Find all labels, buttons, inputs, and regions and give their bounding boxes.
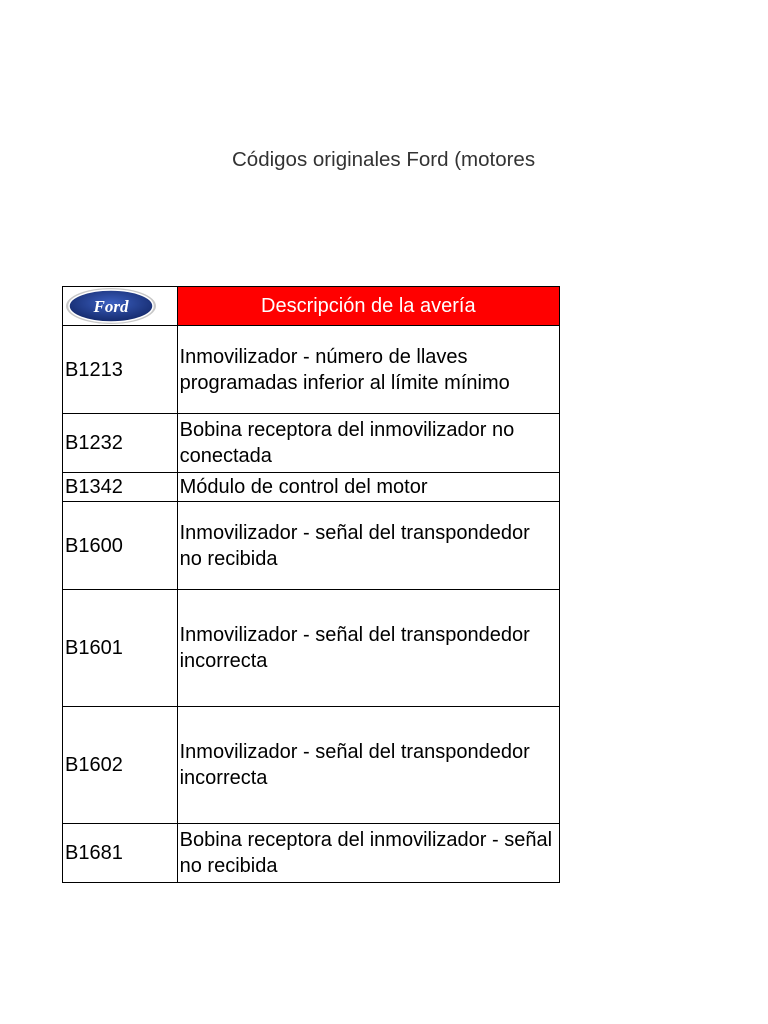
ford-oval-icon <box>63 287 159 326</box>
logo-cell <box>63 287 178 326</box>
table-row <box>63 473 560 502</box>
fault-description: Bobina receptora del inmovilizador - señal no recibida <box>177 824 559 883</box>
fault-code: B1600 <box>63 502 178 590</box>
table-header-row <box>63 287 560 326</box>
table-row <box>63 590 560 707</box>
header-description: Descripción de la avería <box>177 287 559 326</box>
fault-description: Inmovilizador - número de llaves programadas inferior al límite mínimo <box>177 326 559 414</box>
fault-description: Inmovilizador - señal del transpondedor incorrecta <box>177 707 559 824</box>
fault-code: B1681 <box>63 824 178 883</box>
fault-code: B1602 <box>63 707 178 824</box>
fault-description: Módulo de control del motor <box>177 473 559 502</box>
table-row <box>63 502 560 590</box>
fault-code: B1601 <box>63 590 178 707</box>
fault-code: B1342 <box>63 473 178 502</box>
table-row <box>63 707 560 824</box>
fault-code: B1213 <box>63 326 178 414</box>
fault-description: Inmovilizador - señal del transpondedor no recibida <box>177 502 559 590</box>
fault-description: Inmovilizador - señal del transpondedor incorrecta <box>177 590 559 707</box>
fault-code: B1232 <box>63 414 178 473</box>
fault-codes-table <box>62 286 560 883</box>
ford-logo <box>63 287 159 326</box>
page-title: Códigos originales Ford (motores <box>232 148 536 171</box>
table-row <box>63 824 560 883</box>
fault-description: Bobina receptora del inmovilizador no conectada <box>177 414 559 473</box>
table-row <box>63 414 560 473</box>
ford-logo-text: Ford <box>93 297 129 316</box>
table-row <box>63 326 560 414</box>
